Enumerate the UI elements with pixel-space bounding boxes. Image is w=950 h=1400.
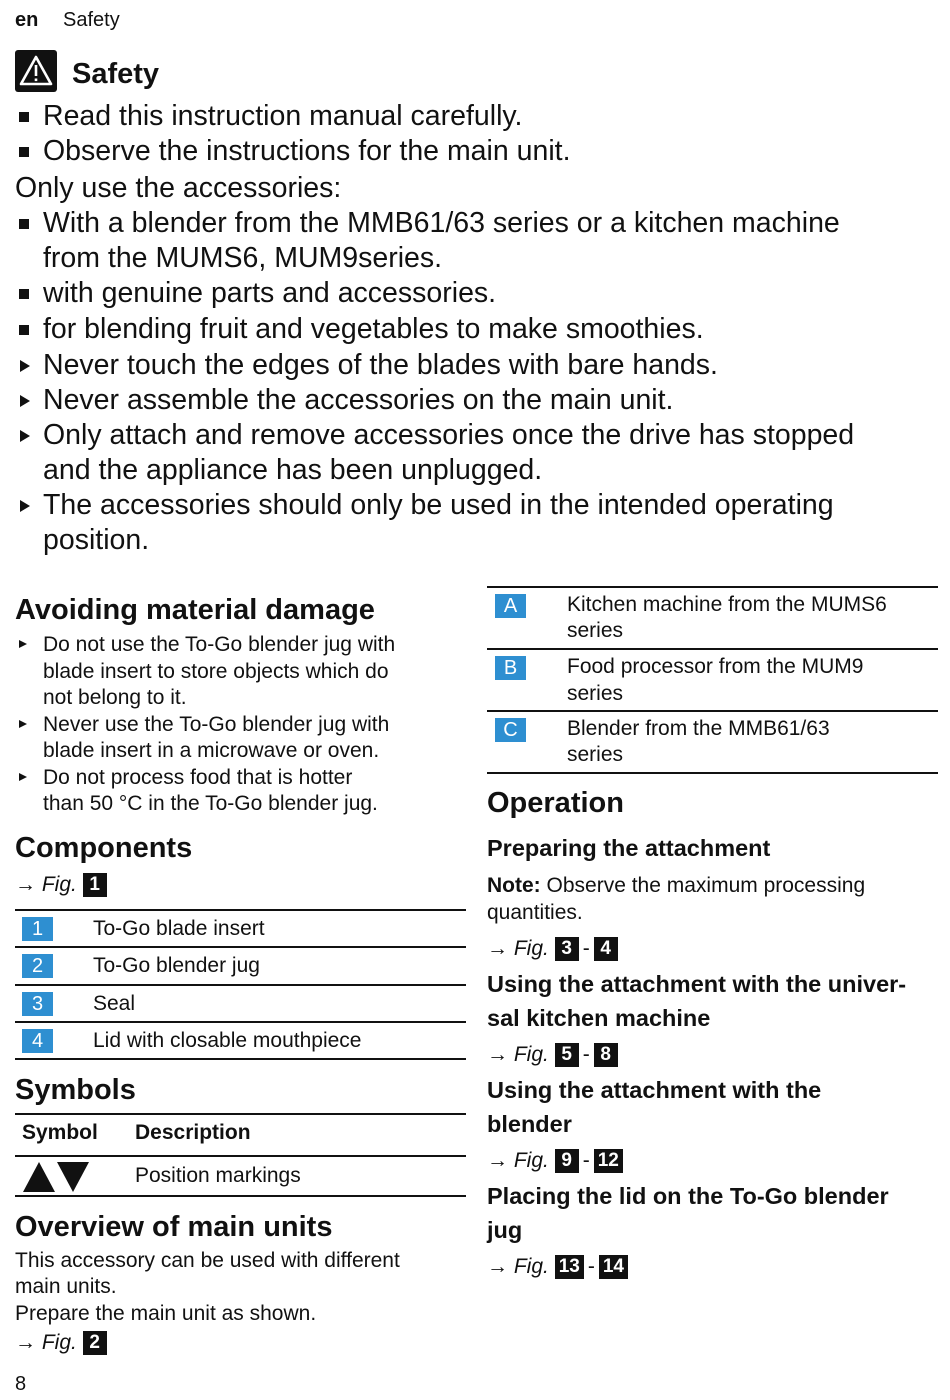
safety-bullet-5: for blending fruit and vegetables to make smoothies. — [43, 313, 704, 345]
figure-number: 9 — [555, 1149, 579, 1173]
safety-bullet-4: with genuine parts and accessories. — [43, 277, 497, 309]
table-rule — [487, 772, 938, 774]
damage-item-1b: blade insert to store objects which do — [43, 660, 389, 683]
safety-warning-1: Never touch the edges of the blades with bare hands. — [43, 349, 718, 381]
table-rule — [15, 1195, 466, 1197]
bullet-square — [19, 147, 29, 157]
lid-title-1: Placing the lid on the To-Go blender — [487, 1183, 889, 1209]
lid-fig-ref: → Fig. 13 - 14 — [487, 1255, 628, 1279]
unit-key: C — [495, 718, 526, 742]
figure-number: 1 — [83, 873, 107, 897]
figure-number: 13 — [555, 1255, 584, 1279]
safety-title: Safety — [72, 58, 160, 90]
page-number: 8 — [15, 1373, 27, 1395]
unit-desc-line-2: series — [567, 743, 624, 766]
position-markings-icon — [22, 1161, 90, 1198]
blender-title-2: blender — [487, 1111, 572, 1137]
unit-desc-line-1: Kitchen machine from the MUMS6 — [567, 593, 887, 616]
section-name: Safety — [63, 9, 120, 31]
component-label: Lid with closable mouthpiece — [93, 1029, 362, 1052]
symbols-title: Symbols — [15, 1074, 136, 1106]
figure-number: 3 — [555, 937, 579, 961]
figure-number: 5 — [555, 1043, 579, 1067]
table-rule — [15, 909, 466, 911]
unit-key: B — [495, 656, 526, 680]
arrow-right-icon: → — [487, 1149, 508, 1172]
arrow-right-icon: → — [487, 1043, 508, 1066]
figure-number: 14 — [599, 1255, 628, 1279]
unit-desc-line-1: Food processor from the MUM9 — [567, 655, 864, 678]
position-markings-label: Position markings — [135, 1164, 301, 1187]
figure-number: 8 — [594, 1043, 618, 1067]
component-number: 3 — [22, 992, 53, 1016]
symbols-col-description: Description — [135, 1121, 251, 1144]
fig-label: Fig. — [41, 1331, 77, 1354]
kitchen-title-1: Using the attachment with the univer- — [487, 971, 907, 997]
unit-key: A — [495, 594, 526, 618]
safety-warning-4a: The accessories should only be used in the intended operating — [43, 489, 834, 521]
table-rule — [15, 1113, 466, 1115]
language-code: en — [15, 9, 39, 31]
overview-line-2: main units. — [15, 1275, 117, 1298]
unit-desc-line-2: series — [567, 619, 624, 642]
table-rule — [487, 586, 938, 588]
lid-title-2: jug — [487, 1217, 523, 1243]
component-number: 4 — [22, 1029, 53, 1053]
bullet-square — [19, 325, 29, 335]
safety-warning-2: Never assemble the accessories on the main unit. — [43, 384, 674, 416]
fig-label: Fig. — [513, 937, 549, 960]
only-use-text: Only use the accessories: — [15, 172, 342, 204]
blender-title-1: Using the attachment with the — [487, 1077, 822, 1103]
component-label: To-Go blade insert — [93, 917, 265, 940]
bullet-triangle — [20, 430, 30, 442]
bullet-triangle — [20, 395, 30, 407]
note-line-1 — [487, 873, 865, 900]
note-line-2: quantities. — [487, 901, 583, 924]
bullet-triangle — [19, 640, 27, 648]
figure-number: 2 — [83, 1331, 107, 1355]
bullet-square — [19, 112, 29, 122]
damage-title: Avoiding material damage — [15, 594, 375, 626]
table-rule — [487, 710, 938, 712]
bullet-triangle — [20, 360, 30, 372]
damage-item-2b: blade insert in a microwave or oven. — [43, 739, 380, 762]
overview-title: Overview of main units — [15, 1211, 333, 1243]
damage-item-1a: Do not use the To-Go blender jug with — [43, 633, 396, 656]
damage-item-1c: not belong to it. — [43, 686, 187, 709]
bullet-square — [19, 219, 29, 229]
component-label: Seal — [93, 992, 136, 1015]
bullet-triangle — [19, 720, 27, 728]
symbols-col-symbol: Symbol — [22, 1121, 98, 1144]
blender-fig-ref: → Fig. 9 - 12 — [487, 1149, 623, 1173]
fig-label: Fig. — [513, 1149, 549, 1172]
safety-bullet-1: Read this instruction manual carefully. — [43, 100, 523, 132]
table-rule — [15, 984, 466, 986]
table-rule — [15, 1058, 466, 1060]
safety-bullet-3a: With a blender from the MMB61/63 series or a kitchen machine — [43, 207, 840, 239]
bullet-triangle — [19, 773, 27, 781]
note-text: Observe the maximum processing — [546, 874, 866, 897]
overview-line-1: This accessory can be used with different — [15, 1249, 400, 1272]
safety-warning-3a: Only attach and remove accessories once the drive has stopped — [43, 419, 855, 451]
fig-label: Fig. — [41, 873, 77, 896]
figure-number: 4 — [594, 937, 618, 961]
components-title: Components — [15, 832, 193, 864]
table-rule — [15, 1021, 466, 1023]
safety-warning-3b: and the appliance has been unplugged. — [43, 454, 543, 486]
fig-label: Fig. — [513, 1043, 549, 1066]
overview-fig-ref — [15, 1331, 107, 1355]
arrow-right-icon: → — [487, 937, 508, 960]
safety-warning-4b: position. — [43, 524, 150, 556]
note-label: Note: — [487, 874, 541, 897]
operation-title: Operation — [487, 787, 624, 819]
safety-bullet-2: Observe the instructions for the main unit. — [43, 135, 571, 167]
arrow-right-icon: → — [487, 1255, 508, 1278]
preparing-title: Preparing the attachment — [487, 835, 771, 861]
arrow-right-icon: → — [15, 1331, 36, 1354]
component-label: To-Go blender jug — [93, 954, 260, 977]
bullet-square — [19, 289, 29, 299]
table-rule — [487, 648, 938, 650]
overview-line-3: Prepare the main unit as shown. — [15, 1302, 317, 1325]
component-number: 1 — [22, 917, 53, 941]
table-rule — [15, 1155, 466, 1157]
damage-item-3a: Do not process food that is hotter — [43, 766, 353, 789]
component-number: 2 — [22, 954, 53, 978]
figure-number: 12 — [594, 1149, 623, 1173]
kitchen-title-2: sal kitchen machine — [487, 1005, 711, 1031]
prep-fig-ref: → Fig. 3 - 4 — [487, 937, 618, 961]
arrow-right-icon: → — [15, 873, 36, 896]
warning-icon — [15, 50, 57, 92]
safety-bullet-3b: from the MUMS6, MUM9series. — [43, 242, 443, 274]
components-fig-ref — [15, 873, 107, 897]
table-rule — [15, 946, 466, 948]
damage-item-2a: Never use the To-Go blender jug with — [43, 713, 390, 736]
kitchen-fig-ref: → Fig. 5 - 8 — [487, 1043, 618, 1067]
unit-desc-line-1: Blender from the MMB61/63 — [567, 717, 830, 740]
bullet-triangle — [20, 500, 30, 512]
unit-desc-line-2: series — [567, 682, 624, 705]
fig-label: Fig. — [513, 1255, 549, 1278]
damage-item-3b: than 50 °C in the To-Go blender jug. — [43, 792, 378, 815]
